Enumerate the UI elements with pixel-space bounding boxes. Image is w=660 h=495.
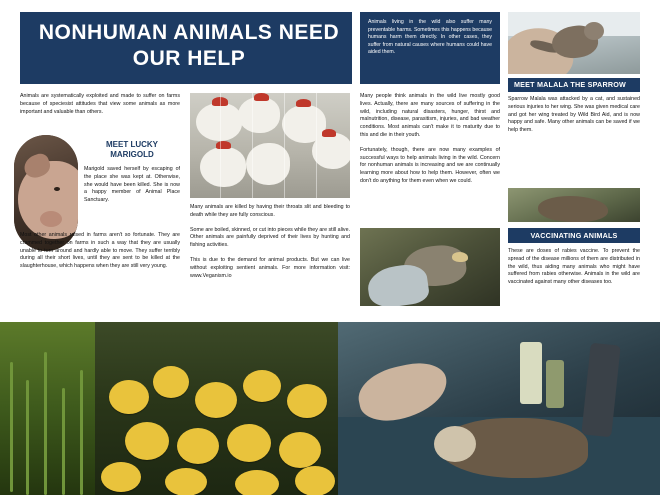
malala-body-text: Sparrow Malala was attacked by a cat, and sustained serious injuries to her wing. She was given medical care and got her wing treated by Wild Bird Aid, and is now happy and safe. Many other animals can be saved if we help them. (508, 96, 640, 134)
animal-shape (538, 196, 608, 222)
vaccinating-animals-text: These are doses of rabies vaccine. To prevent the spread of the disease millions of them are distributed in the wild, thus aiding many animals who might have suffered from rabies otherwise. Animals in the wild are vaccinated against many other diseases too. (508, 248, 640, 286)
grass-blade (26, 380, 29, 495)
medicine-bottle-shape (546, 360, 564, 408)
right-column-text (360, 93, 500, 193)
chick-shape (235, 470, 279, 495)
bird-rescue-photo (360, 228, 500, 306)
vaccinating-animals-heading: VACCINATING ANIMALS (508, 228, 640, 243)
sloth-veterinary-care-photo (338, 322, 660, 495)
middle-paragraph: Many animals are killed by having their throats slit and bleeding to death while they are fully conscious. (190, 204, 350, 218)
medicine-bottle-shape (520, 342, 542, 404)
chickens-in-cage-photo (190, 93, 350, 198)
grass-blade (80, 370, 83, 495)
chicken-shape (238, 97, 280, 133)
grass-field-photo (0, 322, 97, 495)
chicken-comb-shape (322, 129, 336, 137)
middle-paragraph: This is due to the demand for animal products. But we can live without exploiting sentient animals. For more information visit: www.Veganism.io (190, 256, 350, 279)
pig-snout-shape (40, 211, 62, 227)
chicken-comb-shape (254, 93, 269, 101)
chick-shape (227, 424, 271, 462)
chick-shape (287, 384, 327, 418)
grass-blade (10, 362, 13, 492)
pig-eye-shape (54, 187, 60, 191)
chicken-shape (200, 147, 246, 187)
bird-beak-shape (452, 252, 468, 262)
lucky-marigold-text: Marigold saved herself by escaping of the place she was kept at. Otherwise, she would have been killed. She is now a happy member of Animal Place Sanctuary. (84, 166, 180, 204)
chick-shape (243, 370, 281, 402)
right-paragraph: Many people think animals in the wild live mostly good lives. Actually, there are many sources of suffering in the wild, including natural disasters, hunger, thirst and malnutrition, disease, parasitism, injuries, and bad weather conditions. Most animals can't make it to maturity due to this and die in their youth. (360, 93, 500, 138)
right-paragraph: Fortunately, though, there are now many examples of successful ways to help animals living in the wild. Concern for nonhuman animals is increasing and we are continually learning more about how to help them. However, often we don't do anything for them even when we could. (360, 146, 500, 184)
title-banner (20, 12, 352, 84)
cage-bar (220, 93, 221, 198)
sloth-face-shape (434, 426, 476, 462)
middle-column-text (190, 204, 350, 287)
chicken-shape (196, 103, 242, 141)
left-intro-text: Animals are systematically exploited and made to suffer on farms because of speciesist attitudes that view some animals as more important and valuable than others. (20, 93, 180, 115)
chick-shape (101, 462, 141, 492)
grass-blade (62, 388, 65, 495)
bottom-photo-strip (0, 322, 660, 495)
grass-blade (44, 352, 47, 495)
bird-head-shape (584, 22, 604, 40)
chicken-comb-shape (216, 141, 231, 149)
page-title: NONHUMAN ANIMALS NEED OUR HELP (38, 21, 340, 70)
cage-bar (316, 93, 317, 198)
chicken-comb-shape (296, 99, 311, 107)
chick-shape (295, 466, 335, 495)
left-secondary-text: Most other animals raised in farms aren't so fortunate. They are crammed together on farms in such a way that they are usually unable to turn around and hardly able to move. They suffer terribly during all their short lives, until they are sent to be killed at the slaughterhouse, which happens when they are still very young. (20, 232, 180, 270)
chick-shape (125, 422, 169, 460)
baby-chicks-photo (95, 322, 340, 495)
chick-shape (165, 468, 207, 495)
chick-shape (109, 380, 149, 414)
lucky-marigold-heading: MEET LUCKY MARIGOLD (106, 140, 158, 159)
chick-shape (153, 366, 189, 398)
cage-bar (284, 93, 285, 198)
malala-heading: MEET MALALA THE SPARROW (508, 78, 640, 92)
chick-shape (279, 432, 321, 468)
chick-shape (177, 428, 219, 464)
chick-shape (195, 382, 237, 418)
intro-callout: Animals living in the wild also suffer many preventable harms. Sometimes this happens because humans harm them directly. In other cases, they suffer from natural causes where humans could have aided them. (360, 12, 500, 84)
chicken-shape (312, 133, 350, 169)
vaccinating-animal-photo (508, 188, 640, 222)
middle-paragraph: Some are boiled, skinned, or cut into pieces while they are still alive. Other animals are painfully deprived of their lives by hunting and fishing activities. (190, 226, 350, 249)
sparrow-in-hand-photo (508, 12, 640, 74)
cage-bar (252, 93, 253, 198)
